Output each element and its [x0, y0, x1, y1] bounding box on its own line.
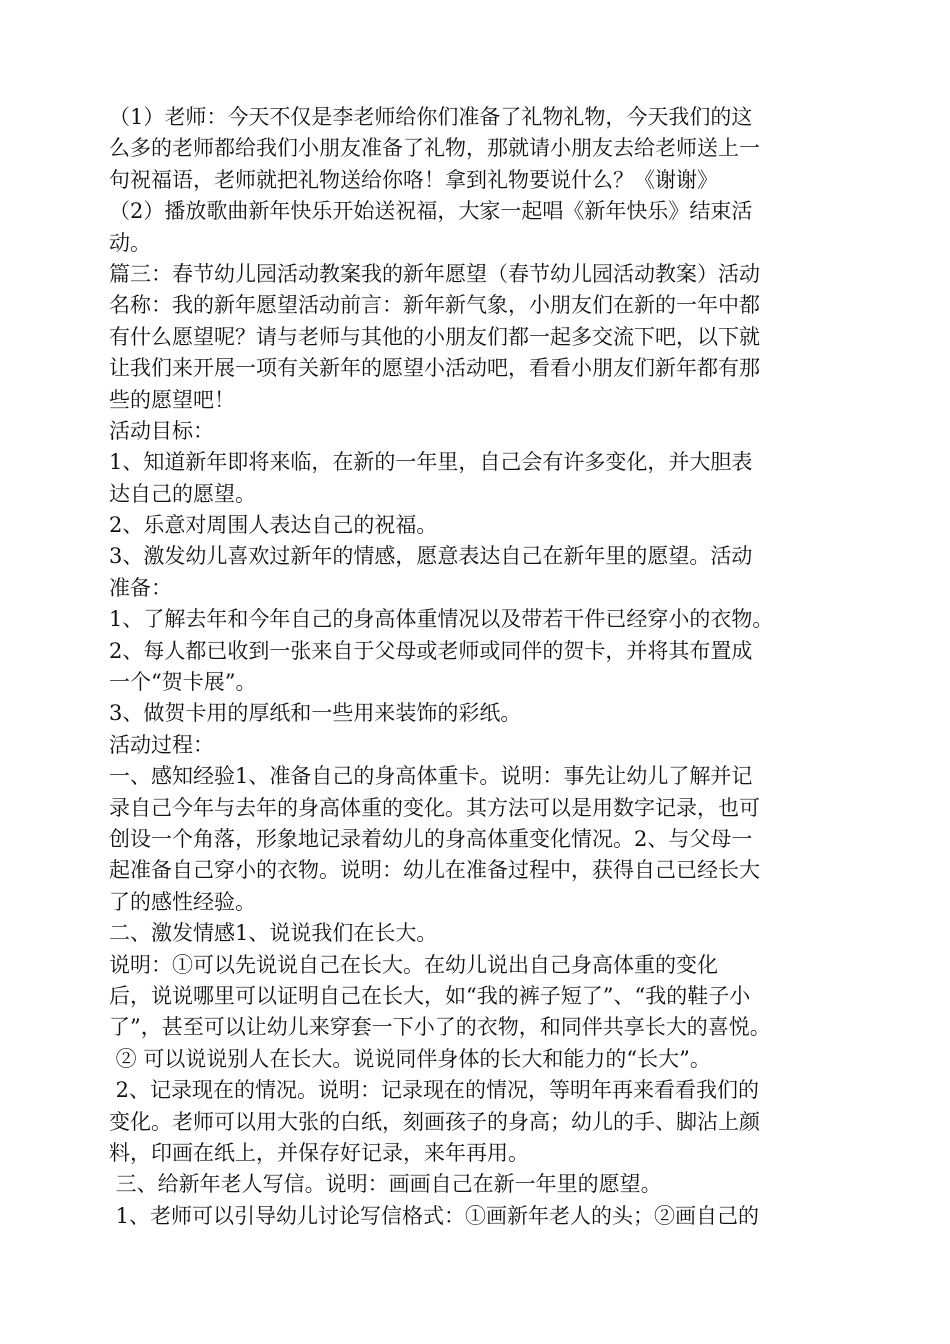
text-line: 让我们来开展一项有关新年的愿望小活动吧，看看小朋友们新年都有那	[109, 356, 760, 381]
text-line: 三、给新年老人写信。说明：画画自己在新一年里的愿望。	[109, 1172, 662, 1197]
section-heading: 活动目标：	[109, 418, 214, 443]
text-line: 3、激发幼儿喜欢过新年的情感，愿意表达自己在新年里的愿望。活动	[109, 544, 753, 569]
text-line: 说明：①可以先说说自己在长大。在幼儿说出自己身高体重的变化	[109, 952, 718, 977]
text-line: 动。	[109, 230, 151, 255]
text-line: 后，说说哪里可以证明自己在长大，如“我的裤子短了”、“我的鞋子小	[109, 983, 751, 1008]
section-heading: 活动过程：	[109, 732, 214, 757]
text-line: 有什么愿望呢？请与老师与其他的小朋友们都一起多交流下吧，以下就	[109, 324, 760, 349]
text-line: 1、了解去年和今年自己的身高体重情况以及带若干件已经穿小的衣物。	[109, 607, 774, 632]
text-line: 了”，甚至可以让幼儿来穿套一下小了的衣物，和同伴共享长大的喜悦。	[109, 1015, 771, 1040]
text-line: 录自己今年与去年的身高体重的变化。其方法可以是用数字记录，也可	[109, 795, 760, 820]
text-line: ② 可以说说别人在长大。说说同伴身体的长大和能力的“长大”。	[109, 1046, 711, 1071]
text-line: 1、知道新年即将来临，在新的一年里，自己会有许多变化，并大胆表	[109, 450, 753, 475]
text-line: 2、记录现在的情况。说明：记录现在的情况，等明年再来看看我们的	[109, 1078, 760, 1103]
text-line: 料，印画在纸上，并保存好记录，来年再用。	[109, 1140, 529, 1165]
document-page	[109, 102, 849, 1232]
text-line: 二、激发情感1、说说我们在长大。	[109, 921, 438, 946]
text-line: 些的愿望吧！	[109, 387, 235, 412]
text-line: 1、老师可以引导幼儿讨论写信格式：①画新年老人的头；②画自己的	[109, 1203, 760, 1228]
text-line: 么多的老师都给我们小朋友准备了礼物，那就请小朋友去给老师送上一	[109, 136, 760, 161]
text-line: 句祝福语，老师就把礼物送给你咯！拿到礼物要说什么？《谢谢》	[109, 167, 718, 192]
text-line: 创设一个角落，形象地记录着幼儿的身高体重变化情况。2、与父母一	[109, 826, 753, 851]
text-line: 变化。老师可以用大张的白纸，刻画孩子的身高；幼儿的手、脚沾上颜	[109, 1109, 760, 1134]
text-line: 起准备自己穿小的衣物。说明：幼儿在准备过程中，获得自己已经长大	[109, 858, 760, 883]
text-line: 了的感性经验。	[109, 889, 256, 914]
text-line: 名称：我的新年愿望活动前言：新年新气象，小朋友们在新的一年中都	[109, 293, 760, 318]
text-line: （1）老师：今天不仅是李老师给你们准备了礼物礼物，今天我们的这	[109, 105, 753, 129]
text-line: 2、每人都已收到一张来自于父母或老师或同伴的贺卡，并将其布置成	[109, 638, 753, 663]
text-line: 达自己的愿望。	[109, 481, 256, 506]
text-line: 3、做贺卡用的厚纸和一些用来装饰的彩纸。	[109, 701, 522, 726]
text-line: 准备：	[109, 575, 172, 600]
text-line: 2、乐意对周围人表达自己的祝福。	[109, 513, 438, 538]
text-line: 一个“贺卡展”。	[109, 670, 257, 695]
text-line: （2）播放歌曲新年快乐开始送祝福，大家一起唱《新年快乐》结束活	[109, 199, 753, 224]
text-line: 一、感知经验1、准备自己的身高体重卡。说明：事先让幼儿了解并记	[109, 764, 753, 789]
text-line: 篇三：春节幼儿园活动教案我的新年愿望（春节幼儿园活动教案）活动	[109, 261, 760, 286]
